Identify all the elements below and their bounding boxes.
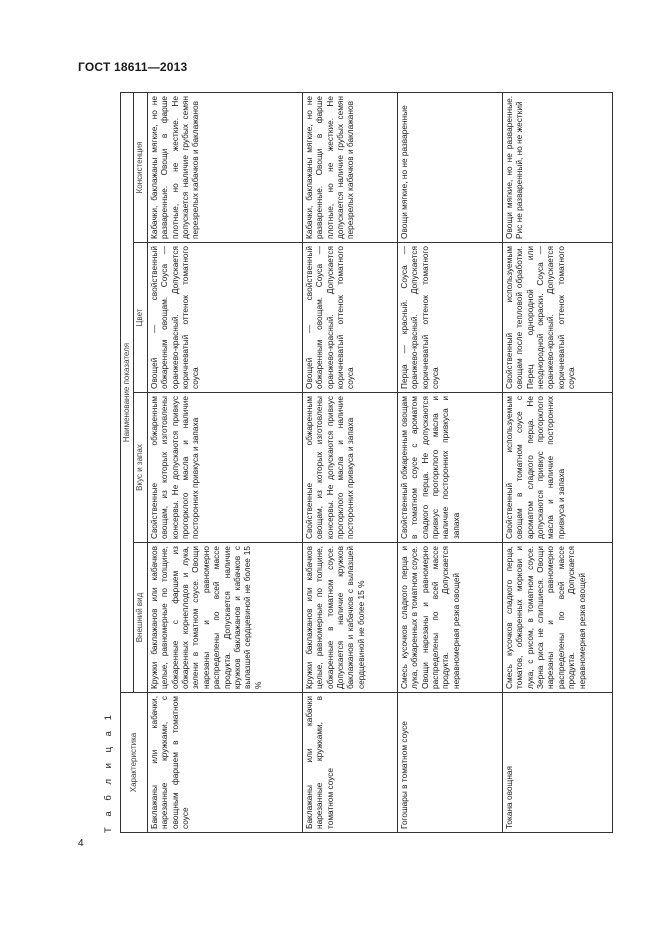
- row-product-name: Токана овощная: [502, 693, 612, 833]
- rotated-table-region: [103, 93, 587, 833]
- row-taste-smell: Свойственный обжаренным овощам в томатном соусе с ароматом сладкого перца. Не допускаются привкус прогорклого масла и наличие посторонних привкуса и запаха: [397, 393, 502, 543]
- row-color: Овощей — свойственный обжаренным овощам. Соуса — оранжево-красный. Допускается коричневатый оттенок томатного соуса: [147, 243, 302, 393]
- row-appearance: Смесь кусочков сладкого перца, томатов, обжаренных моркови и лука, с рисом, в томатном соусе. Зерна риса не слипшиеся. Овощи нарезаны и равномерно распределены по всей массе продукта. Допускается неравномерная резка овощей: [502, 543, 612, 693]
- quality-indicators-table: [120, 92, 613, 833]
- header-consistency: Консистенция: [134, 92, 147, 242]
- row-consistency: Кабачки, баклажаны мягкие, но не разваренные. Овощи в фарше плотные, но не жесткие. Не допускается наличие грубых семян перезрелых кабачков и баклажанов: [147, 92, 302, 242]
- document-standard-header: ГОСТ 18611—2013: [78, 60, 188, 74]
- table-caption: Т а б л и ц а 1: [103, 711, 114, 833]
- header-appearance: Внешний вид: [134, 543, 147, 693]
- row-color: Свойственный используемым овощам после тепловой обработки. Перец однородной или неоднородной окраски. Соуса — оранжево-красный. Допускается коричневатый оттенок томатного соуса: [502, 243, 612, 393]
- header-color: Цвет: [134, 243, 147, 393]
- row-taste-smell: Свойственные обжаренным овощам, из которых изготовлены консервы. Не допускаются привкус прогорклого масла и наличие посторонних привкуса и запаха: [302, 393, 397, 543]
- header-characteristic: Характеристика: [121, 693, 148, 833]
- row-consistency: Овощи мягкие, но не разваренные. Рис не разваренный, но не жесткий: [502, 92, 612, 242]
- table-row: [302, 92, 397, 832]
- header-indicator-group: Наименование показателя: [121, 92, 134, 692]
- row-taste-smell: Свойственный используемым овощам в томатном соусе с ароматом сладкого перца. Не допускаются привкус прогорклого масла и наличие посторонних привкуса и запаха: [502, 393, 612, 543]
- row-appearance: Кружки баклажанов или кабачков целые, равномерные по толщине, обжаренные в томатном соусе. Допускается наличие кружков баклажанов и кабачков с вылазшей сердцевиной не более 15 %: [302, 543, 397, 693]
- row-product-name: Баклажаны или кабачки нарезанные кружками, в томатном соусе: [302, 693, 397, 833]
- row-taste-smell: Свойственные обжаренным овощам, из которых изготовлены консервы. Не допускаются привкус прогорклого масла и наличие посторонних привкуса и запаха: [147, 393, 302, 543]
- header-taste-smell: Вкус и запах: [134, 393, 147, 543]
- row-appearance: Смесь кусочков сладкого перца и лука, обжаренных в томатном соусе. Овощи нарезаны и равномерно распределены по всей массе продукта. Допускается неравномерная резка овощей: [397, 543, 502, 693]
- row-appearance: Кружки баклажанов или кабачков целые, равномерные по толщине, обжаренные с фаршем из обжаренных корнеплодов и лука, зелени в томатном соусе. Овощи нарезаны и равномерно распределены по всей массе продукта. Допускается наличие кружков баклажанов и кабачков с вылазшей сердцевиной не более 15 %: [147, 543, 302, 693]
- row-consistency: Кабачки, баклажаны мягкие, но не разваренные. Овощи в фарше плотные, но не жесткие. Не допускается наличие грубых семян перезрелых кабачков и баклажанов: [302, 92, 397, 242]
- table-row: [397, 92, 502, 832]
- row-consistency: Овощи мягкие, но не разваренные: [397, 92, 502, 242]
- row-color: Овощей — свойственный обжаренным овощам. Соуса — оранжево-красный. Допускается коричневатый оттенок томатного соуса: [302, 243, 397, 393]
- table-row: [147, 92, 302, 832]
- row-color: Перца — красный. Соуса — оранжево-красный. Допускается коричневатый оттенок томатного соуса: [397, 243, 502, 393]
- table-row: [502, 92, 612, 832]
- page-number: 4: [78, 838, 84, 849]
- row-product-name: Гогошары в томатном соусе: [397, 693, 502, 833]
- row-product-name: Баклажаны или кабачки, нарезанные кружками, с овощным фаршем в томатном соусе: [147, 693, 302, 833]
